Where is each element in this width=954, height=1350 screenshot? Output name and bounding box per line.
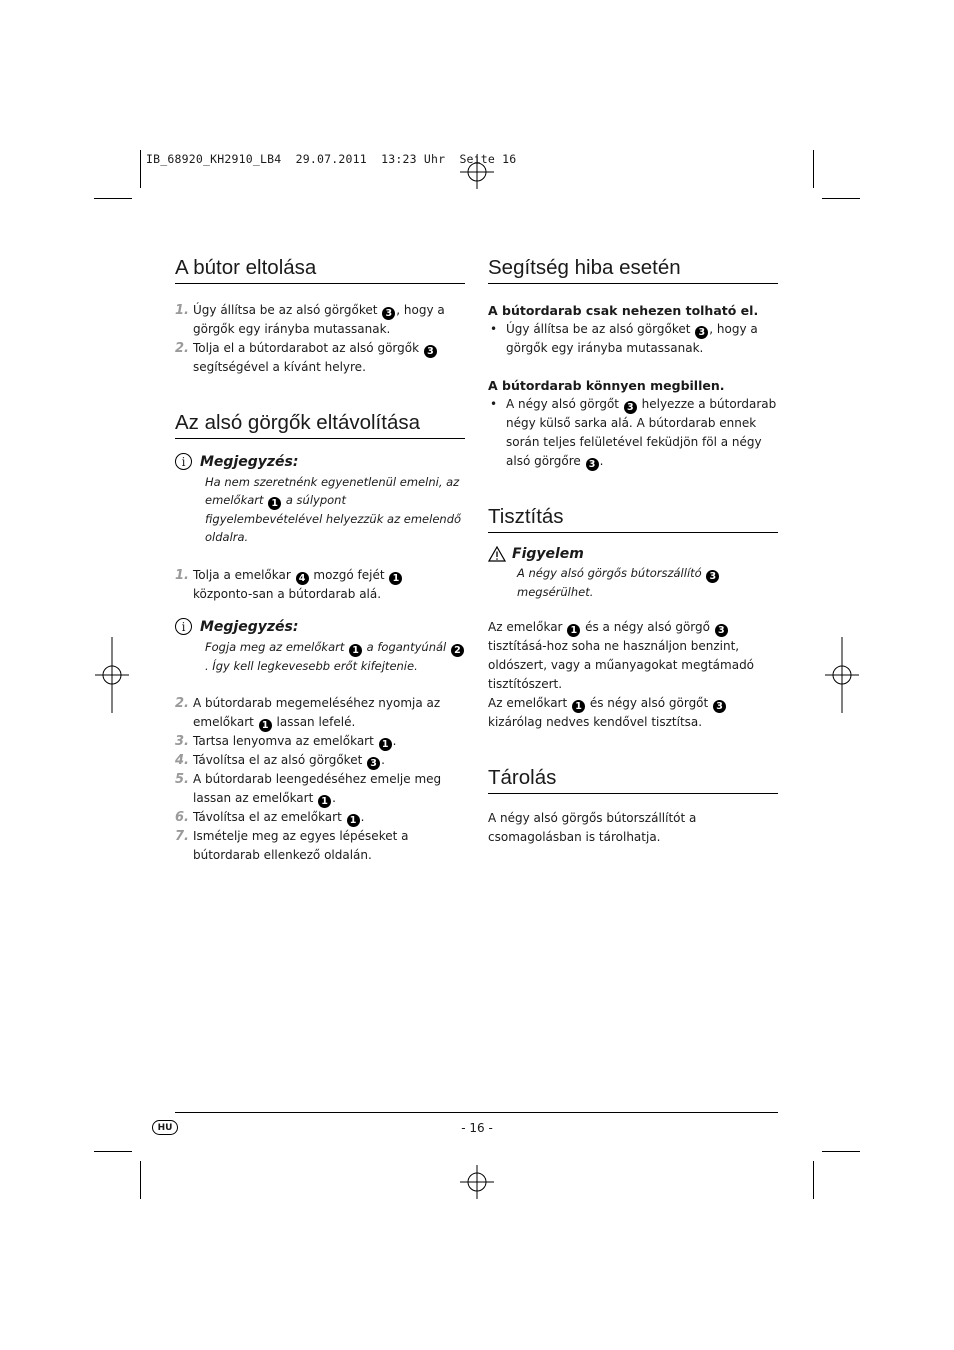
warning-text-part: A négy alsó görgős bútorszállító bbox=[517, 566, 706, 580]
list-item bbox=[175, 808, 465, 827]
step-number: 1. bbox=[175, 568, 189, 583]
crop-mark bbox=[813, 150, 814, 188]
crop-mark bbox=[822, 198, 860, 199]
callout-number-icon: 3 bbox=[382, 307, 395, 320]
callout-number-icon: 3 bbox=[713, 700, 726, 713]
registration-mark-icon bbox=[825, 637, 859, 713]
step-number: 7. bbox=[175, 829, 189, 844]
bullet-text: Úgy állítsa be az alsó görgőket bbox=[506, 322, 695, 336]
step-number: 2. bbox=[175, 696, 189, 711]
step-list bbox=[175, 301, 465, 377]
callout-number-icon: 1 bbox=[389, 572, 402, 585]
note-text-part: Ha nem szeretnénk egyenetlenül emelni, az emelőkart bbox=[205, 475, 460, 507]
print-slug: IB_68920_KH2910_LB4 29.07.2011 13:23 Uhr Seite 16 bbox=[146, 152, 517, 166]
callout-number-icon: 1 bbox=[318, 795, 331, 808]
step-text: mozgó fejét bbox=[309, 568, 389, 582]
footer-divider bbox=[175, 1112, 778, 1113]
bullet-text: A négy alsó görgőt bbox=[506, 397, 623, 411]
problem-block bbox=[488, 376, 778, 471]
section-title: Segítség hiba esetén bbox=[488, 256, 778, 284]
crop-mark bbox=[94, 198, 132, 199]
section-title: A bútor eltolása bbox=[175, 256, 465, 284]
step-text: Tolja a emelőkar bbox=[193, 568, 295, 582]
problem-block bbox=[488, 301, 778, 358]
step-number: 5. bbox=[175, 772, 189, 787]
step-text: . bbox=[392, 734, 397, 748]
problem-heading: A bútordarab könnyen megbillen. bbox=[488, 378, 725, 393]
step-text: Távolítsa el az alsó görgőket bbox=[193, 753, 367, 767]
bullet-text: helyezze a bútordarab négy külső sarka alá. A bútordarab ennek során teljes felületével feküdjön föl a négy alsó görgőre bbox=[506, 397, 777, 468]
step-text: Úgy állítsa be az alsó görgőket bbox=[193, 303, 382, 317]
note-heading bbox=[175, 618, 465, 635]
note-box bbox=[175, 453, 465, 546]
problem-heading: A bútordarab csak nehezen tolható el. bbox=[488, 303, 759, 318]
list-item bbox=[175, 566, 465, 604]
right-column bbox=[488, 256, 778, 847]
callout-number-icon: 3 bbox=[586, 458, 599, 471]
section-title: Az alsó görgők eltávolítása bbox=[175, 411, 465, 439]
callout-number-icon: 1 bbox=[379, 738, 392, 751]
warning-icon bbox=[488, 546, 506, 562]
registration-mark-icon bbox=[460, 1165, 494, 1199]
list-item bbox=[175, 301, 465, 339]
callout-number-icon: 3 bbox=[706, 570, 719, 583]
info-icon: i bbox=[175, 453, 192, 470]
language-badge: HU bbox=[152, 1120, 178, 1135]
warning-heading bbox=[488, 546, 778, 562]
warning-box bbox=[488, 546, 778, 601]
step-text: . bbox=[360, 810, 365, 824]
step-text: lassan lefelé. bbox=[272, 715, 356, 729]
step-number: 1. bbox=[175, 303, 189, 318]
note-text bbox=[175, 473, 465, 546]
note-text-part: a fogantyúnál bbox=[363, 640, 450, 654]
warning-text-part: megsérülhet. bbox=[517, 585, 594, 599]
paragraph bbox=[488, 694, 778, 732]
note-heading bbox=[175, 453, 465, 470]
callout-number-icon: 4 bbox=[296, 572, 309, 585]
callout-number-icon: 3 bbox=[715, 624, 728, 637]
list-item bbox=[175, 732, 465, 751]
step-text: központo-san a bútordarab alá. bbox=[193, 587, 382, 601]
callout-number-icon: 1 bbox=[347, 814, 360, 827]
list-item bbox=[175, 827, 465, 865]
bullet-text: . bbox=[599, 454, 604, 468]
step-number: 3. bbox=[175, 734, 189, 749]
note-text bbox=[175, 638, 465, 675]
paragraph-text: kizárólag nedves kendővel tisztítsa. bbox=[488, 715, 703, 729]
note-text-part: a súlypont figyelembevételével helyezzük az emelendő oldalra. bbox=[205, 493, 462, 544]
note-box bbox=[175, 618, 465, 675]
list-item bbox=[175, 751, 465, 770]
crop-mark bbox=[813, 1161, 814, 1199]
step-text: Tolja el a bútordarabot az alsó görgők bbox=[193, 341, 423, 355]
step-text: A bútordarab leengedéséhez emelje meg lassan az emelőkart bbox=[193, 772, 442, 805]
step-text: . bbox=[332, 791, 336, 805]
crop-mark bbox=[140, 150, 141, 188]
crop-mark bbox=[94, 1151, 132, 1152]
page-number: - 16 - bbox=[461, 1121, 493, 1135]
list-item bbox=[488, 395, 778, 471]
step-list bbox=[175, 694, 465, 865]
callout-number-icon: 3 bbox=[624, 401, 637, 414]
crop-mark bbox=[140, 1161, 141, 1199]
registration-mark-icon bbox=[460, 155, 494, 189]
list-item bbox=[488, 320, 778, 358]
callout-number-icon: 1 bbox=[259, 719, 272, 732]
note-text-part: Fogja meg az emelőkart bbox=[205, 640, 349, 654]
warning-text bbox=[488, 564, 778, 601]
step-text: , hogy a görgők egy irányba mutassanak. bbox=[193, 303, 445, 336]
crop-mark bbox=[822, 1151, 860, 1152]
callout-number-icon: 1 bbox=[349, 644, 362, 657]
step-text: Ismételje meg az egyes lépéseket a bútordarab ellenkező oldalán. bbox=[193, 829, 409, 862]
note-text-part: . Így kell legkevesebb erőt kifejtenie. bbox=[205, 659, 418, 673]
paragraph: A négy alsó görgős bútorszállítót a csomagolásban is tárolhatja. bbox=[488, 811, 697, 844]
paragraph-text: Az emelőkar bbox=[488, 620, 567, 634]
step-text: . bbox=[381, 753, 385, 767]
paragraph-text: és a négy alsó görgő bbox=[581, 620, 714, 634]
callout-number-icon: 1 bbox=[268, 497, 281, 510]
section-title: Tárolás bbox=[488, 766, 778, 794]
callout-number-icon: 2 bbox=[451, 644, 464, 657]
warning-label: Figyelem bbox=[512, 546, 584, 562]
paragraph-text: Az emelőkart bbox=[488, 696, 571, 710]
registration-mark-icon bbox=[95, 637, 129, 713]
note-label: Megjegyzés: bbox=[200, 453, 299, 470]
bullet-text: , hogy a görgők egy irányba mutassanak. bbox=[506, 322, 758, 355]
step-number: 6. bbox=[175, 810, 189, 825]
paragraph-text: tisztításá-hoz soha ne használjon benzint, oldószert, vagy a műanyagokat megtámadó tisztítószert. bbox=[488, 639, 755, 691]
list-item bbox=[175, 770, 465, 808]
note-label: Megjegyzés: bbox=[200, 618, 299, 635]
left-column bbox=[175, 256, 465, 865]
step-text: A bútordarab megemeléséhez nyomja az emelőkart bbox=[193, 696, 441, 729]
paragraph bbox=[488, 618, 778, 694]
callout-number-icon: 3 bbox=[424, 345, 437, 358]
paragraph-text: és négy alsó görgőt bbox=[586, 696, 713, 710]
step-number: 4. bbox=[175, 753, 189, 768]
callout-number-icon: 1 bbox=[567, 624, 580, 637]
step-text: Távolítsa el az emelőkart bbox=[193, 810, 346, 824]
step-text: segítségével a kívánt helyre. bbox=[193, 360, 366, 374]
list-item bbox=[175, 694, 465, 732]
info-icon: i bbox=[175, 618, 192, 635]
section-title: Tisztítás bbox=[488, 505, 778, 533]
callout-number-icon: 3 bbox=[695, 326, 708, 339]
step-number: 2. bbox=[175, 341, 189, 356]
list-item bbox=[175, 339, 465, 377]
callout-number-icon: 1 bbox=[572, 700, 585, 713]
callout-number-icon: 3 bbox=[367, 757, 380, 770]
step-text: Tartsa lenyomva az emelőkart bbox=[193, 734, 378, 748]
